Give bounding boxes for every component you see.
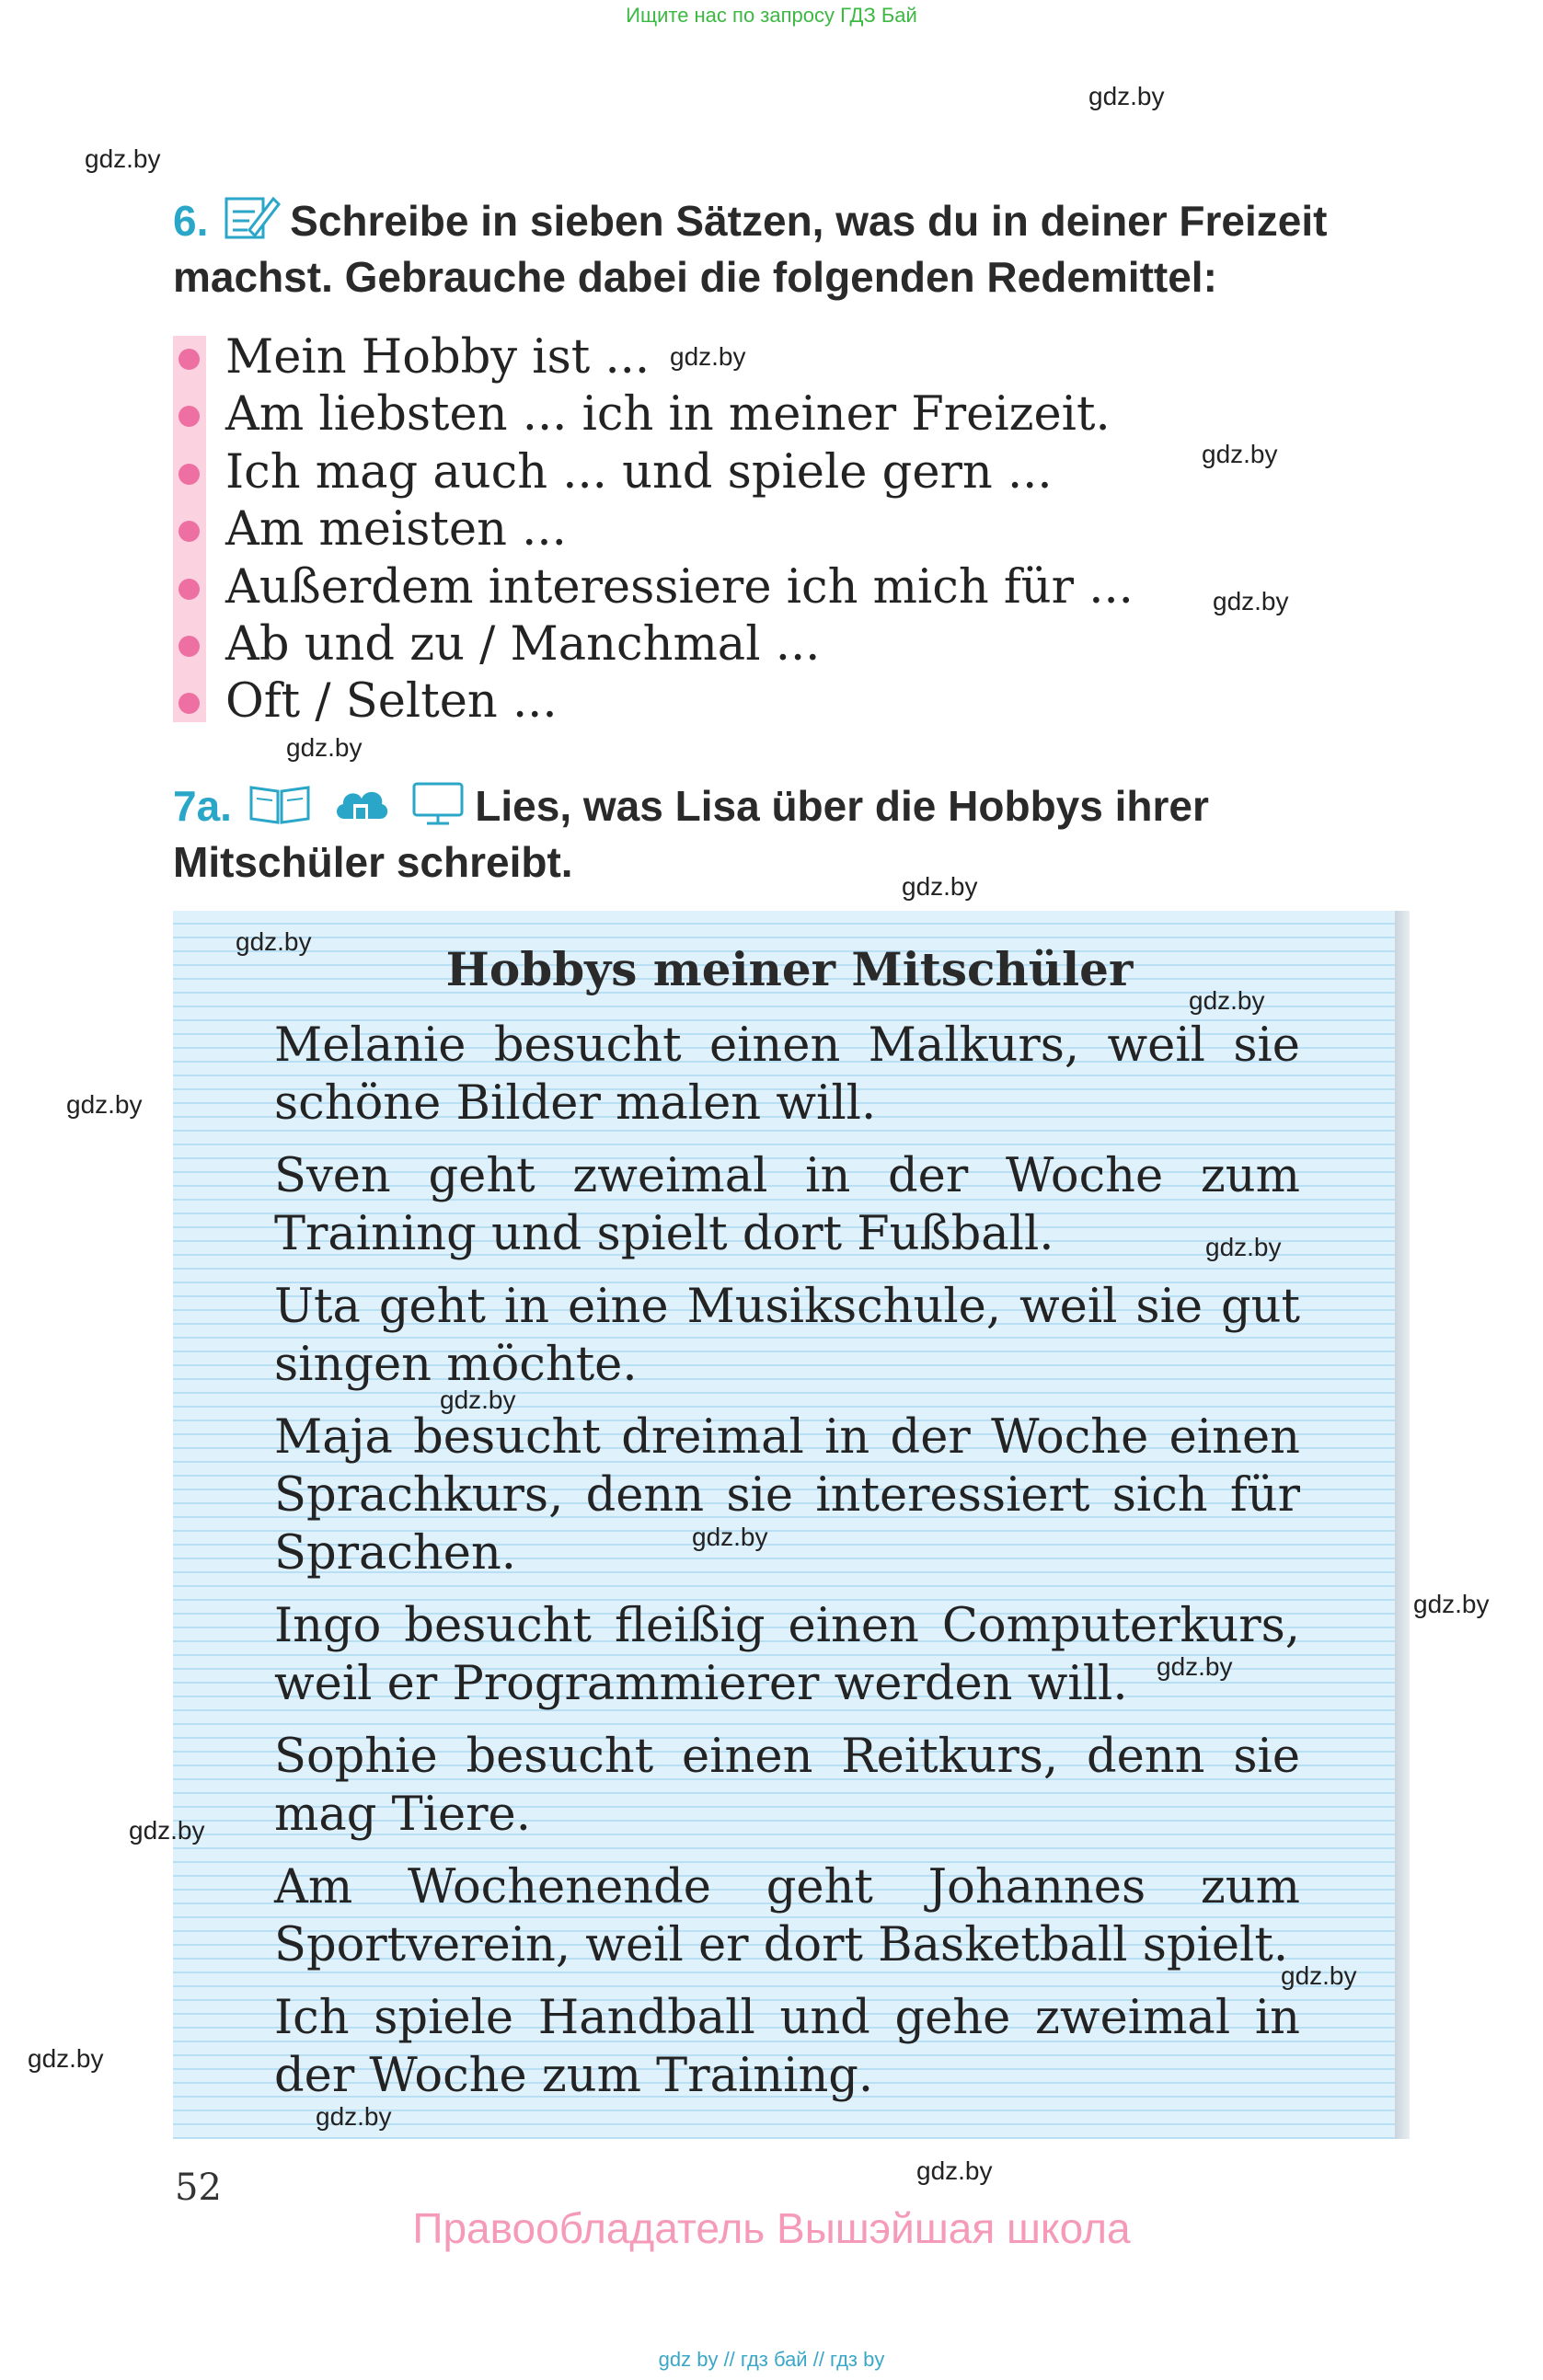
task-7a-heading [173, 780, 1406, 888]
cloud-audio-icon [331, 780, 392, 837]
book-icon [248, 780, 312, 837]
reading-title: Hobbys meiner Mitschüler [445, 942, 1134, 996]
watermark: gdz.by [1281, 1961, 1357, 1990]
list-item: Am liebsten ... ich in meiner Freizeit. [173, 386, 1134, 443]
paragraph: Sophie besucht einen Reitkurs, denn sie mag Tiere. [274, 1730, 1300, 1842]
watermark: gdz.by [1213, 587, 1289, 615]
bullet-dot [178, 464, 200, 485]
watermark: gdz.by [1189, 986, 1265, 1015]
paragraph: Maja besucht dreimal in der Woche einen Sprachkurs, denn sie interessiert sich für Sprachen. [274, 1410, 1300, 1581]
bullet-dot [178, 636, 200, 657]
watermark: gdz.by [902, 872, 978, 901]
bullet-dot [178, 693, 200, 714]
copyright-notice: Правообладатель Вышэйшая школа [412, 2204, 1131, 2252]
task-number: 7a. [173, 782, 232, 830]
paragraph: Uta geht in eine Musikschule, weil sie gut singen möchte. [274, 1280, 1300, 1392]
task-7a-text: Lies, was Lisa über die Hobbys ihrer Mitschüler schreibt. [173, 782, 1209, 886]
list-item: Oft / Selten ... [173, 673, 1134, 730]
bullet-dot [178, 521, 200, 542]
watermark: gdz.by [1157, 1652, 1233, 1681]
list-item: Mein Hobby ist ... [173, 329, 1134, 386]
watermark: gdz.by [66, 1090, 143, 1119]
list-item: Außerdem interessiere ich mich für ... [173, 559, 1134, 616]
paragraph: Melanie besucht einen Malkurs, weil sie schöne Bilder malen will. [274, 1018, 1300, 1131]
top-banner[interactable]: Ищите нас по запросу ГДЗ Бай [626, 4, 917, 27]
watermark: gdz.by [916, 2156, 993, 2185]
watermark: gdz.by [85, 144, 161, 173]
task-6-text: Schreibe in sieben Sätzen, was du in deiner Freizeit machst. Gebrauche dabei die folgenden Redemittel: [173, 197, 1328, 301]
bullet-dot [178, 579, 200, 600]
paragraph: Ich spiele Handball und gehe zweimal in der Woche zum Training. [274, 1991, 1300, 2103]
watermark: gdz.by [1205, 1233, 1282, 1261]
watermark: gdz.by [129, 1816, 205, 1845]
watermark: gdz.by [316, 2102, 392, 2131]
paragraph: Sven geht zweimal in der Woche zum Training und spielt dort Fußball. [274, 1149, 1300, 1261]
list-item: Am meisten ... [173, 501, 1134, 558]
watermark: gdz.by [1202, 440, 1278, 468]
watermark: gdz.by [1088, 82, 1165, 110]
watermark: gdz.by [670, 342, 746, 371]
watermark: gdz.by [28, 2044, 104, 2073]
watermark: gdz.by [286, 733, 363, 762]
watermark: gdz.by [692, 1523, 768, 1551]
watermark: gdz.by [236, 927, 312, 956]
bullet-dot [178, 349, 200, 370]
monitor-icon [410, 780, 466, 837]
watermark: gdz.by [440, 1385, 516, 1414]
pencil-note-icon [224, 193, 281, 252]
reading-box-edge [1395, 911, 1410, 2139]
paragraph: Ingo besucht fleißig einen Computerkurs, weil er Programmierer werden will. [274, 1599, 1300, 1711]
reading-text [274, 1017, 1300, 2120]
watermark: gdz.by [1413, 1590, 1490, 1618]
phrase-list [173, 329, 1134, 731]
list-item: Ich mag auch ... und spiele gern ... [173, 444, 1134, 501]
page-number: 52 [175, 2167, 222, 2209]
task-number: 6. [173, 197, 209, 245]
bullet-dot [178, 406, 200, 427]
task-6-heading [173, 193, 1406, 303]
list-item: Ab und zu / Manchmal ... [173, 616, 1134, 673]
footer-links[interactable]: gdz by // гдз бай // гдз by [658, 2348, 885, 2371]
paragraph: Am Wochenende geht Johannes zum Sportverein, weil er dort Basketball spielt. [274, 1860, 1300, 1972]
